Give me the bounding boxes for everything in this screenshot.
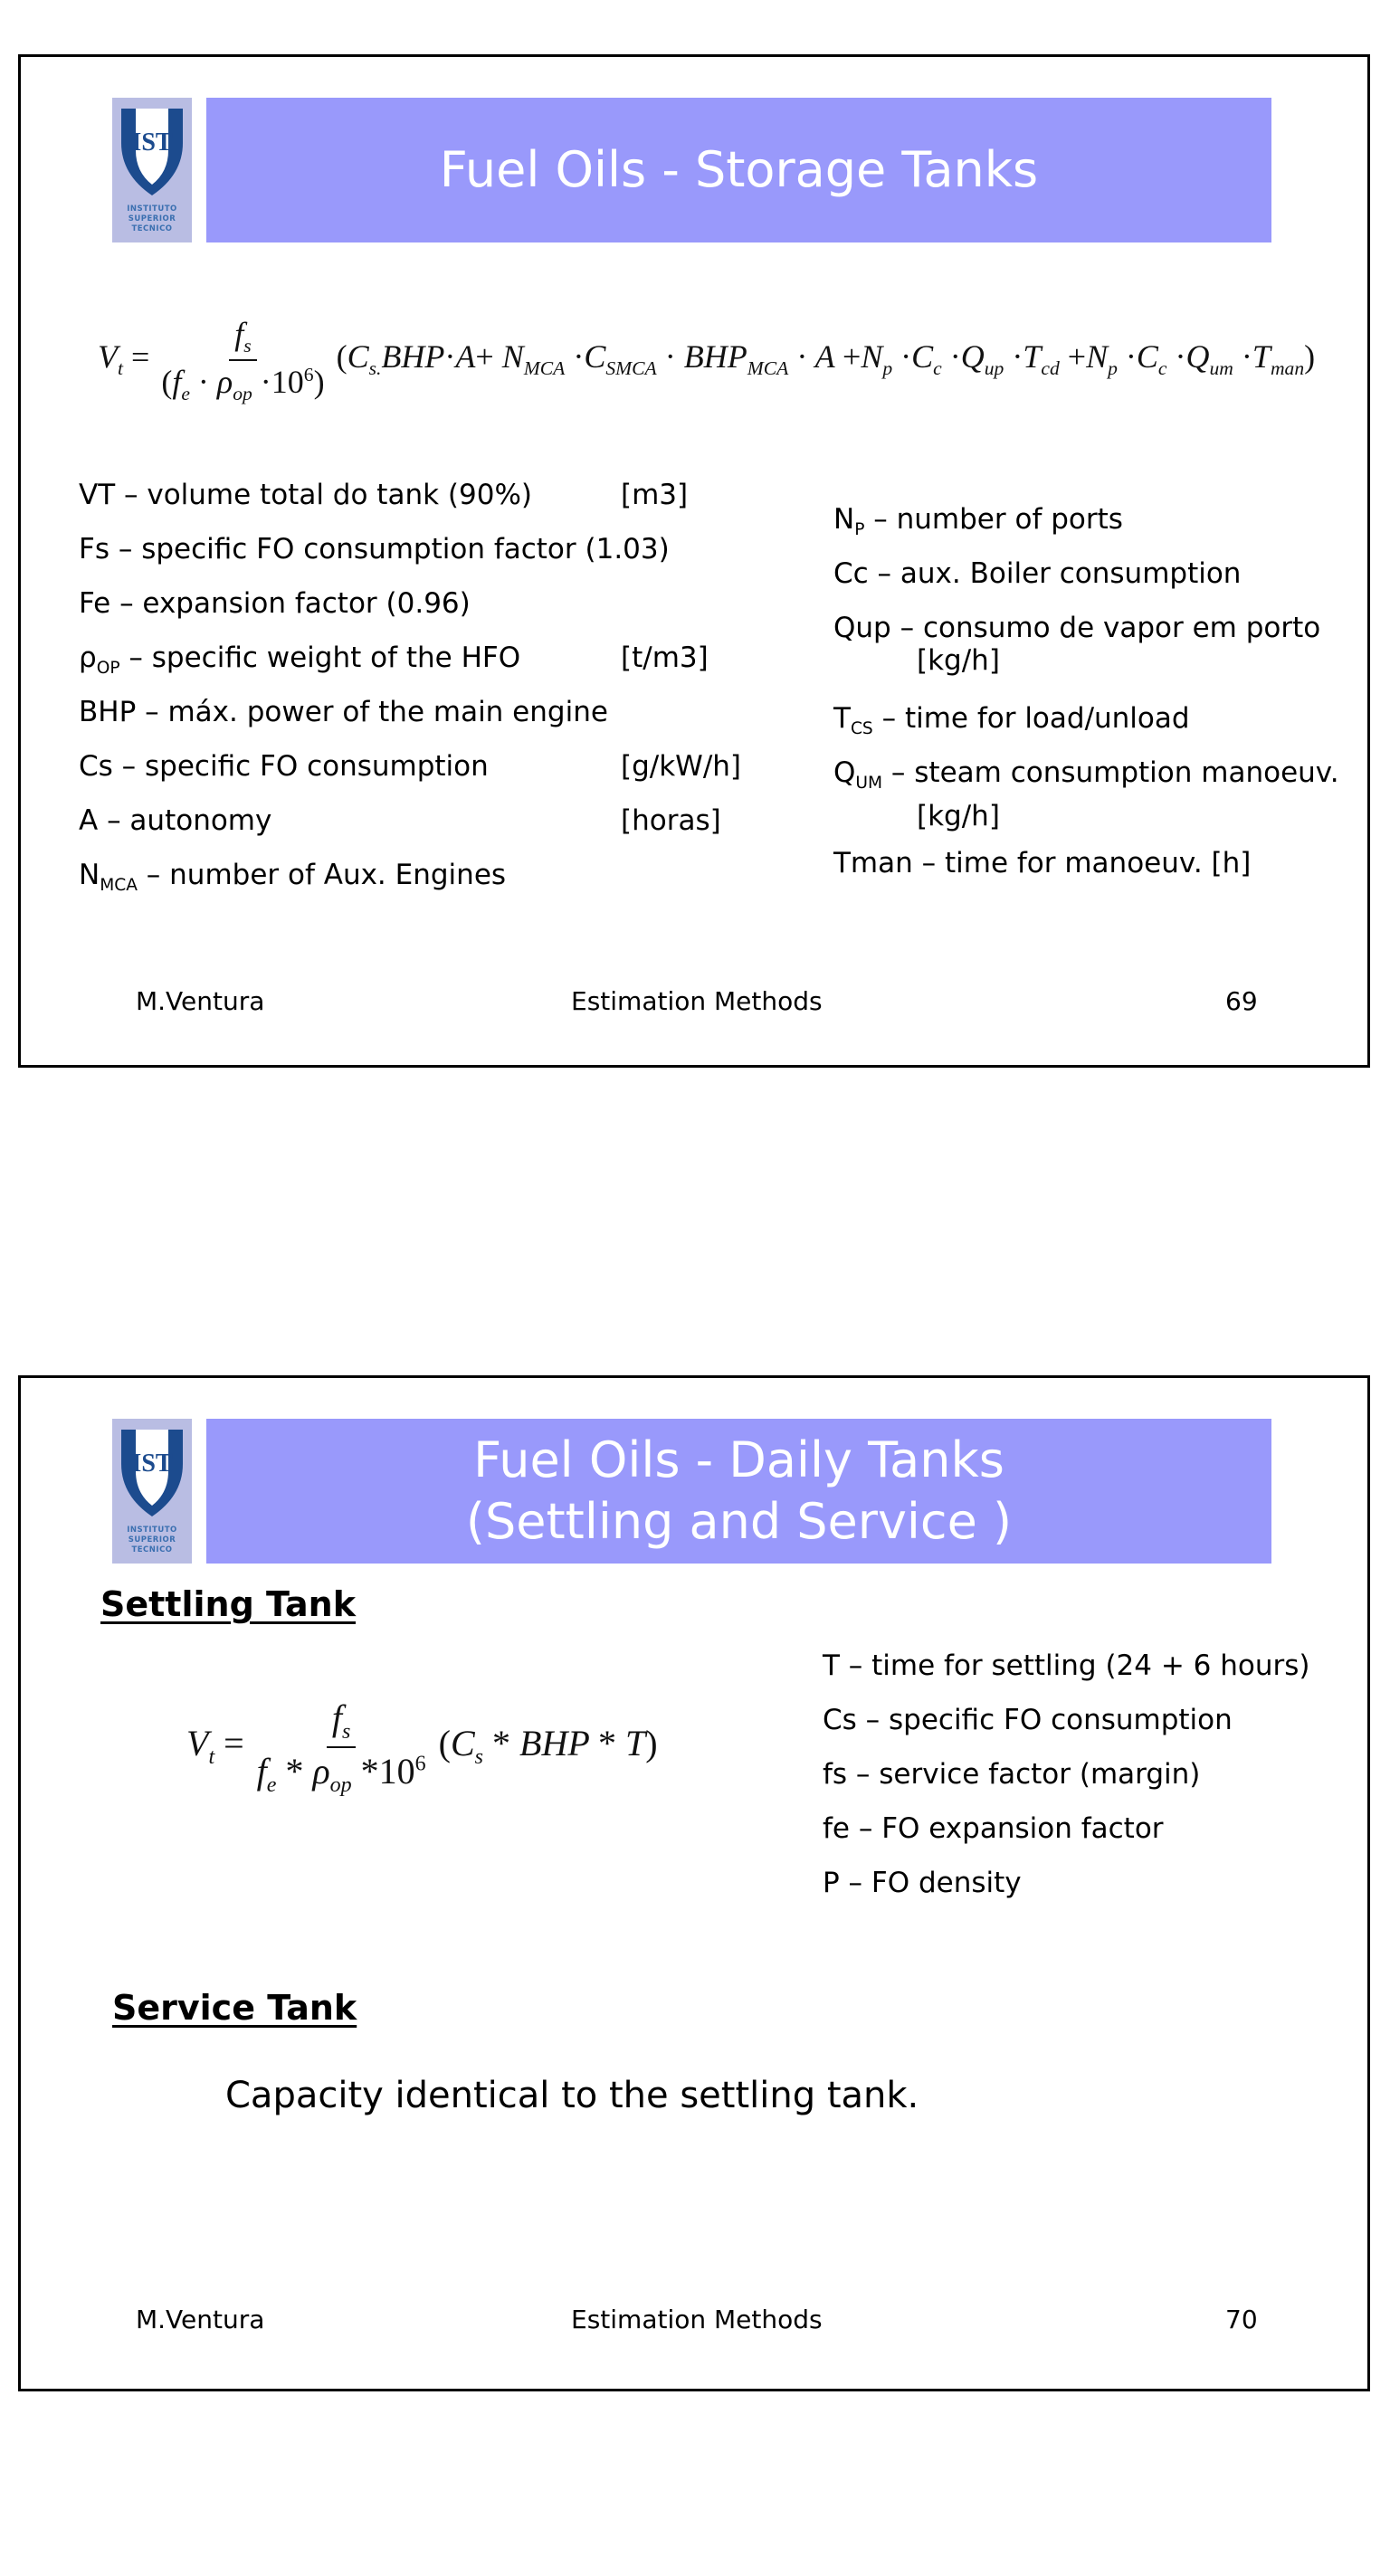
service-tank-heading: Service Tank	[112, 1988, 357, 2028]
settling-tank-formula: $V_t$ = $\frac{f_s}{f_e * \rho_{op} *10^6}$ ($C_s$ * BHP * T)	[186, 1697, 658, 1797]
definition-tcs: $T_{CS}$ – time for load/unload	[833, 702, 1190, 739]
definition-cs: Cs – specific FO consumption	[823, 1704, 1233, 1736]
definition-vt: VT – volume total do tank (90%)	[79, 479, 532, 511]
definition-bhp: BHP – máx. power of the main engine	[79, 696, 608, 728]
ist-logo	[112, 98, 192, 242]
formula-fraction: $\frac{f_s}{f_e * \rho_{op} *10^6}$	[256, 1697, 426, 1797]
footer-course: Estimation Methods	[571, 2305, 823, 2334]
footer-page-number: 69	[1225, 986, 1258, 1016]
logo-line-2: SUPERIOR	[128, 1535, 176, 1545]
logo-line-3: TECNICO	[131, 1545, 173, 1554]
slide-title-bar	[206, 98, 1271, 242]
footer-course: Estimation Methods	[571, 986, 823, 1016]
definition-cc: Cc – aux. Boiler consumption	[833, 557, 1242, 590]
svg-text:IST: IST	[131, 1450, 173, 1478]
definition-fe: Fe – expansion factor (0.96)	[79, 587, 471, 620]
definition-cs: Cs – specific FO consumption	[79, 750, 489, 783]
definition-np: $N_P$ – number of ports	[833, 503, 1123, 540]
definition-fe: fe – FO expansion factor	[823, 1812, 1164, 1845]
slide-title-line-2: (Settling and Service )	[465, 1493, 1013, 1550]
logo-line-2: SUPERIOR	[128, 214, 176, 223]
svg-text:IST: IST	[131, 128, 173, 157]
storage-tank-formula: $V_t$ = $\frac{f_s}{(f_e \cdot \rho_{op} \cdot 10^6)}$ $(C_{s.}BHP\cdot A+ N_{MCA} \cdot C_{SMCA} \cdot BHP_{MCA} \cdot A +N_p \cdot C_c \cdot Q_{up} \cdot T_{cd} +N_p \cdot C_c \cdot Q_{um} \cdot T_{man})$	[98, 316, 1316, 405]
slide-title-bar	[206, 1419, 1271, 1564]
footer-author: M.Ventura	[136, 2305, 265, 2334]
logo-line-1: INSTITUTO	[127, 1526, 177, 1535]
service-tank-description: Capacity identical to the settling tank.	[225, 2075, 919, 2116]
definition-fs: fs – service factor (margin)	[823, 1758, 1201, 1791]
definition-p: P – FO density	[823, 1867, 1022, 1899]
slide-title-line-1: Fuel Oils - Daily Tanks	[473, 1431, 1004, 1488]
definition-fs: Fs – specific FO consumption factor (1.03)	[79, 533, 670, 566]
unit-a: [horas]	[621, 804, 721, 837]
slide-69	[18, 54, 1370, 1068]
unit-vt: [m3]	[621, 479, 689, 511]
definition-t: T – time for settling (24 + 6 hours)	[823, 1649, 1310, 1682]
logo-line-3: TECNICO	[131, 224, 173, 233]
slide-70	[18, 1375, 1370, 2391]
footer-author: M.Ventura	[136, 986, 265, 1016]
ist-logo	[112, 1419, 192, 1564]
formula-fraction: $\frac{f_s}{(f_e \cdot \rho_{op} \cdot 10^6)}$	[161, 316, 325, 405]
definition-qup: Qup – consumo de vapor em porto [kg/h]	[833, 612, 1321, 677]
settling-tank-heading: Settling Tank	[100, 1584, 356, 1624]
definition-qum: $Q_{UM}$ – steam consumption manoeuv. [kg/h]	[833, 756, 1339, 833]
definition-rho-op: $\rho_{OP}$ – specific weight of the HFO	[79, 642, 521, 679]
unit-cs: [g/kW/h]	[621, 750, 742, 783]
slide-title: Fuel Oils - Storage Tanks	[439, 141, 1039, 198]
definition-a: A – autonomy	[79, 804, 272, 837]
unit-rho-op: [t/m3]	[621, 642, 709, 674]
footer-page-number: 70	[1225, 2305, 1258, 2334]
ist-shield-icon	[119, 107, 185, 197]
logo-line-1: INSTITUTO	[127, 204, 177, 214]
ist-shield-icon	[119, 1428, 185, 1518]
definition-tman: Tman – time for manoeuv. [h]	[833, 847, 1252, 879]
definition-nmca: $N_{MCA}$ – number of Aux. Engines	[79, 859, 507, 896]
